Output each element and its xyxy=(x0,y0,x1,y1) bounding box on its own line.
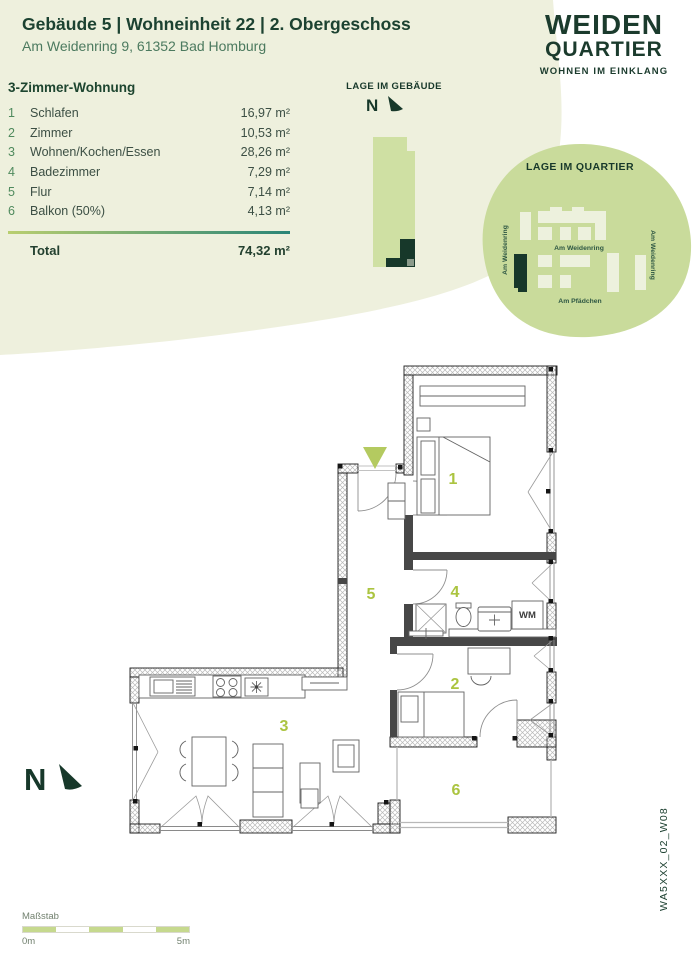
room-name: Balkon (50%) xyxy=(30,204,106,219)
unit-balcony-marker xyxy=(407,259,414,266)
brand-logo xyxy=(528,11,680,77)
bathroom-fixtures xyxy=(409,601,556,639)
table-row xyxy=(8,204,290,224)
sheet-code: WA5XXX_02_W08 xyxy=(658,807,670,911)
room-area: 28,26 m² xyxy=(240,145,290,160)
room-name: Flur xyxy=(30,184,52,199)
table-row xyxy=(8,165,290,185)
street-label-right: Am Weidenring xyxy=(649,230,656,280)
room-area: 7,14 m² xyxy=(247,184,290,199)
north-letter-plan: N xyxy=(24,762,47,797)
header xyxy=(22,15,411,54)
location-quarter-title: LAGE IM QUARTIER xyxy=(526,161,634,173)
room-label-4: 4 xyxy=(450,584,460,601)
room-area: 7,29 m² xyxy=(247,165,290,180)
table-row xyxy=(8,106,290,126)
room-area: 10,53 m² xyxy=(240,125,290,140)
room-name: Badezimmer xyxy=(30,165,101,180)
scale-label: Maßstab xyxy=(22,911,59,922)
room-name: Wohnen/Kochen/Essen xyxy=(30,145,161,160)
room-label-1: 1 xyxy=(448,471,458,488)
room-name: Zimmer xyxy=(30,125,73,140)
street-label-bottom: Am Pfädchen xyxy=(558,298,602,305)
north-needle-plan-icon xyxy=(59,764,82,790)
quarter-unit-building xyxy=(514,254,527,292)
room-area: 16,97 m² xyxy=(240,106,290,120)
table-row xyxy=(8,126,290,146)
floor-plan xyxy=(24,366,557,833)
logo-line1: WEIDEN xyxy=(545,9,663,40)
room-num: 1 xyxy=(8,106,15,120)
table-row xyxy=(8,185,290,205)
apartment-type-label: 3-Zimmer-Wohnung xyxy=(8,80,136,95)
logo-line2: QUARTIER xyxy=(545,38,663,61)
scale-end: 5m xyxy=(176,936,190,947)
room-num: 4 xyxy=(8,165,15,180)
room-num: 3 xyxy=(8,145,15,160)
scale-start: 0m xyxy=(22,936,36,947)
north-letter-building: N xyxy=(366,96,379,115)
logo-tagline: WOHNEN IM EINKLANG xyxy=(539,66,669,78)
room-label-6: 6 xyxy=(451,782,461,799)
room-label-2: 2 xyxy=(450,676,460,693)
room-label-3: 3 xyxy=(279,718,289,735)
room-table xyxy=(8,80,290,258)
street-label-left: Am Weidenring xyxy=(502,225,509,275)
street-label-center: Am Weidenring xyxy=(554,245,604,252)
kitchen-living-furniture xyxy=(139,675,359,817)
table-row xyxy=(8,145,290,165)
table-divider xyxy=(8,231,290,234)
total-area: 74,32 m² xyxy=(237,242,290,258)
room-num: 5 xyxy=(8,184,15,199)
room-name: Schlafen xyxy=(30,106,79,120)
room-rows xyxy=(8,106,290,224)
room-num: 2 xyxy=(8,125,15,140)
page-address: Am Weidenring 9, 61352 Bad Homburg xyxy=(22,38,267,55)
scale-bar-segments xyxy=(22,926,190,933)
room-area: 4,13 m² xyxy=(247,204,290,219)
room-num: 6 xyxy=(8,204,15,219)
room-label-5: 5 xyxy=(366,586,376,603)
total-row xyxy=(8,243,290,258)
washing-machine-label: WM xyxy=(519,610,536,621)
location-building-title: LAGE IM GEBÄUDE xyxy=(346,81,442,92)
plan-compass xyxy=(24,762,82,797)
total-label: Total xyxy=(30,242,61,258)
scale-bar xyxy=(22,911,190,947)
page-title: Gebäude 5 | Wohneinheit 22 | 2. Obergeschoss xyxy=(22,14,411,34)
balcony-outline xyxy=(397,747,551,828)
